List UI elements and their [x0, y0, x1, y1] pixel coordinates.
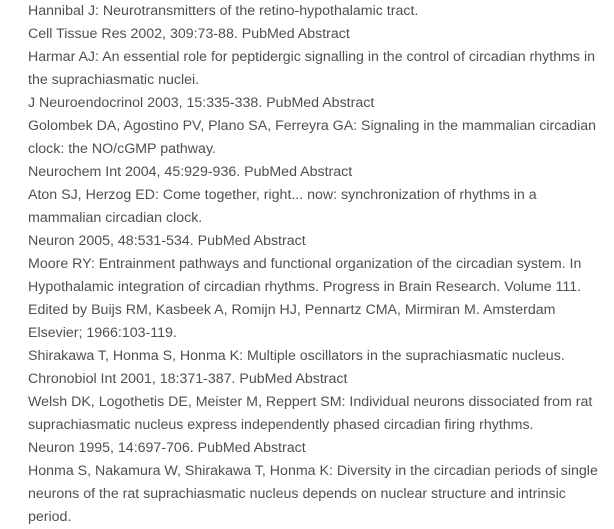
reference-text-line: Hypothalamic integration of circadian rhythms. Progress in Brain Research. Volume 111.	[28, 279, 582, 295]
reference-text-line: clock: the NO/cGMP pathway.	[28, 141, 216, 157]
reference-item	[28, 115, 614, 184]
reference-item	[28, 184, 614, 253]
reference-text-line: Golombek DA, Agostino PV, Plano SA, Ferreyra GA: Signaling in the mammalian circadian	[28, 118, 597, 134]
reference-text-line: Aton SJ, Herzog ED: Come together, right... now: synchronization of rhythms in a	[28, 187, 537, 203]
reference-item	[28, 0, 614, 46]
reference-citation-line	[28, 368, 614, 391]
reference-citation: Neuron 1995, 14:697-706.	[28, 440, 194, 456]
reference-text-line: Edited by Buijs RM, Kasbeek A, Romijn HJ, Pennartz CMA, Mirmiran M. Amsterdam	[28, 302, 556, 318]
reference-text-line: Welsh DK, Logothetis DE, Meister M, Reppert SM: Individual neurons dissociated from rat	[28, 394, 593, 410]
reference-text-line: Elsevier; 1966:103-119.	[28, 325, 177, 341]
pubmed-abstract-link[interactable]: PubMed Abstract	[197, 233, 306, 249]
reference-citation-line	[28, 23, 614, 46]
reference-text-line: Honma S, Nakamura W, Shirakawa T, Honma K: Diversity in the circadian periods of single	[28, 463, 598, 479]
reference-text-line: the suprachiasmatic nuclei.	[28, 72, 200, 88]
reference-item	[28, 345, 614, 391]
pubmed-abstract-link[interactable]: PubMed Abstract	[197, 440, 306, 456]
pubmed-abstract-link[interactable]: PubMed Abstract	[266, 95, 375, 111]
reference-citation: Chronobiol Int 2001, 18:371-387.	[28, 371, 236, 387]
reference-citation-line	[28, 92, 614, 115]
reference-item	[28, 460, 614, 529]
reference-text-line: period.	[28, 509, 72, 525]
reference-list	[28, 0, 614, 529]
reference-item	[28, 391, 614, 460]
reference-text-line: Shirakawa T, Honma S, Honma K: Multiple oscillators in the suprachiasmatic nucleus.	[28, 348, 565, 364]
reference-citation-line	[28, 230, 614, 253]
reference-citation: J Neuroendocrinol 2003, 15:335-338.	[28, 95, 263, 111]
reference-text-line: Harmar AJ: An essential role for peptidergic signalling in the control of circadian rhythms in	[28, 49, 595, 65]
reference-text-line: mammalian circadian clock.	[28, 210, 203, 226]
reference-item	[28, 253, 614, 345]
reference-item	[28, 46, 614, 115]
reference-citation: Neurochem Int 2004, 45:929-936.	[28, 164, 241, 180]
reference-text-line: neurons of the rat suprachiasmatic nucleus depends on nuclear structure and intrinsic	[28, 486, 566, 502]
reference-citation: Cell Tissue Res 2002, 309:73-88.	[28, 26, 238, 42]
reference-citation-line	[28, 161, 614, 184]
pubmed-abstract-link[interactable]: PubMed Abstract	[241, 26, 350, 42]
reference-citation: Neuron 2005, 48:531-534.	[28, 233, 194, 249]
reference-text-line: Hannibal J: Neurotransmitters of the retino-hypothalamic tract.	[28, 3, 419, 19]
pubmed-abstract-link[interactable]: PubMed Abstract	[239, 371, 348, 387]
reference-citation-line	[28, 437, 614, 460]
reference-text-line: Moore RY: Entrainment pathways and functional organization of the circadian system. In	[28, 256, 582, 272]
pubmed-abstract-link[interactable]: PubMed Abstract	[244, 164, 353, 180]
reference-text-line: suprachiasmatic nucleus express independently phased circadian firing rhythms.	[28, 417, 534, 433]
